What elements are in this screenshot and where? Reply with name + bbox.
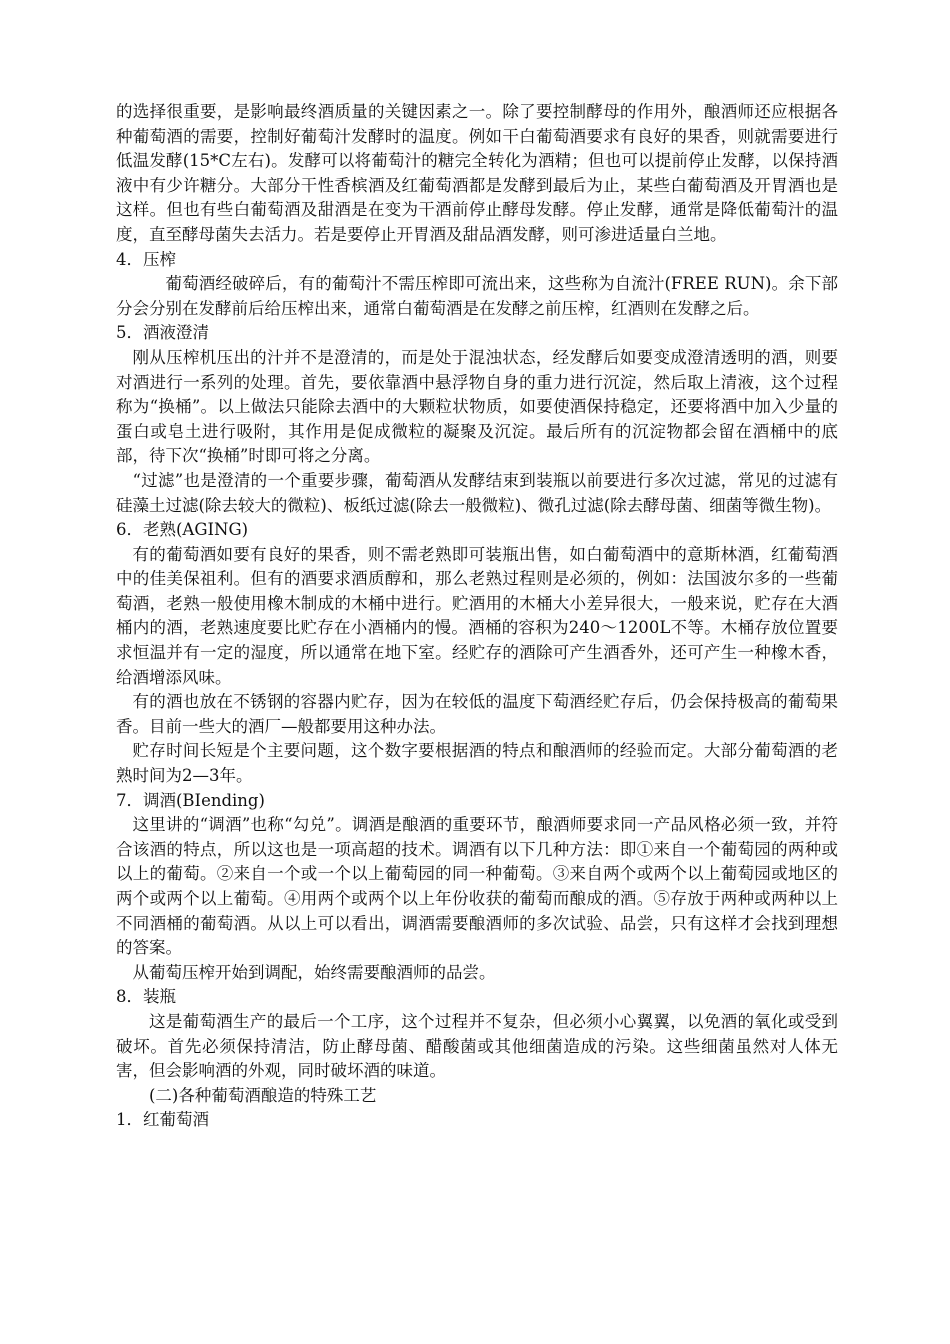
- section-heading-bottling: 8．装瓶: [116, 987, 176, 1007]
- aging-paragraph-2: 有的酒也放在不锈钢的容器内贮存，因为在较低的温度下萄酒经贮存后，仍会保持极高的葡萄果香。目前一些大的酒厂—般都要用这种办法。: [116, 692, 838, 736]
- clarification-paragraph-2: “过滤”也是澄清的一个重要步骤，葡萄酒从发酵结束到装瓶以前要进行多次过滤，常见的过滤有硅藻土过滤(除去较大的微粒)、板纸过滤(除去一般微粒)、微孔过滤(除去酵母菌、细菌等微生物)。: [116, 470, 838, 515]
- chapter-subheading-special-processes: (二)各种葡萄酒酿造的特殊工艺: [149, 1085, 377, 1105]
- intro-paragraph: 的选择很重要，是影响最终酒质量的关键因素之一。除了要控制酵母的作用外，酿酒师还应根据各种葡萄酒的需要，控制好葡萄汁发酵时的温度。例如干白葡萄酒要求有良好的果香，则就需要进行低温发酵(15*C左右)。发酵可以将葡萄汁的糖完全转化为酒精；但也可以提前停止发酵，以保持酒液中有少许糖分。大部分干性香槟酒及红葡萄酒都是发酵到最后为止，某些白葡萄酒及开胃酒也是这样。但也有些白葡萄酒及甜酒是在变为干酒前停止酵母发酵。停止发酵，通常是降低葡萄汁的温度，直至酵母菌失去活力。若是要停止开胃酒及甜品酒发酵，则可渗进适量白兰地。: [116, 102, 838, 244]
- section-heading-blending: 7．调酒(BIending): [116, 790, 265, 810]
- section-heading-clarification: 5．酒液澄清: [116, 323, 209, 343]
- section-heading-aging: 6．老熟(AGING): [116, 520, 249, 540]
- clarification-paragraph-1: 刚从压榨机压出的汁并不是澄清的，而是处于混浊状态，经发酵后如要变成澄清透明的酒，则要对酒进行一系列的处理。首先，要依靠酒中悬浮物自身的重力进行沉淀，然后取上清液，这个过程称为“换桶”。以上做法只能除去酒中的大颗粒状物质，如要使酒保持稳定，还要将酒中加入少量的蛋白或皂土进行吸附，其作用是促成微粒的凝聚及沉淀。最后所有的沉淀物都会留在酒桶中的底部，待下次“换桶”时即可将之分离。: [116, 347, 838, 466]
- pressing-paragraph: 葡萄酒经破碎后，有的葡萄汁不需压榨即可流出来，这些称为自流汁(FREE RUN)。余下部分会分别在发酵前后给压榨出来，通常白葡萄酒是在发酵之前压榨，红酒则在发酵之后。: [116, 274, 838, 318]
- section-heading-red-wine: 1．红葡萄酒: [116, 1110, 209, 1130]
- section-heading-pressing: 4．压榨: [116, 249, 176, 269]
- blending-paragraph-2: 从葡萄压榨开始到调配，始终需要酿酒师的品尝。: [132, 962, 496, 982]
- aging-paragraph-3: 贮存时间长短是个主要问题，这个数字要根据酒的特点和酿酒师的经验而定。大部分葡萄酒的老熟时间为2—3年。: [116, 741, 838, 786]
- blending-paragraph-1: 这里讲的“调酒”也称“勾兑”。调酒是酿酒的重要环节，酿酒师要求同一产品风格必须一致，并符合该酒的特点，所以这也是一项高超的技术。调酒有以下几种方法：即①来自一个葡萄园的两种或以上的葡萄。②来自一个或一个以上葡萄园的同一种葡萄。③来自两个或两个以上葡萄园或地区的两个或两个以上葡萄。④用两个或两个以上年份收获的葡萄而酿成的酒。⑤存放于两种或两种以上不同酒桶的葡萄酒。从以上可以看出，调酒需要酿酒师的多次试验、品尝，只有这样才会找到理想的答案。: [116, 815, 838, 958]
- bottling-paragraph: 这是葡萄酒生产的最后一个工序，这个过程并不复杂，但必须小心翼翼，以免酒的氧化或受到破坏。首先必须保持清洁，防止酵母菌、醋酸菌或其他细菌造成的污染。这些细菌虽然对人体无害，但会影响酒的外观，同时破坏酒的味道。: [116, 1011, 838, 1081]
- aging-paragraph-1: 有的葡萄酒如要有良好的果香，则不需老熟即可装瓶出售，如白葡萄酒中的意斯林酒，红葡萄酒中的佳美保祖利。但有的酒要求酒质醇和，那么老熟过程则是必须的，例如：法国波尔多的一些葡萄酒，老熟一般使用橡木制成的木桶中进行。贮酒用的木桶大小差异很大，一般来说，贮存在大酒桶内的酒，老熟速度要比贮存在小酒桶内的慢。酒桶的容积为240～1200L不等。木桶存放位置要求恒温并有一定的湿度，所以通常在地下室。经贮存的酒除可产生酒香外，还可产生一种橡木香，给酒增添风味。: [116, 544, 838, 687]
- document-page: [116, 100, 838, 1133]
